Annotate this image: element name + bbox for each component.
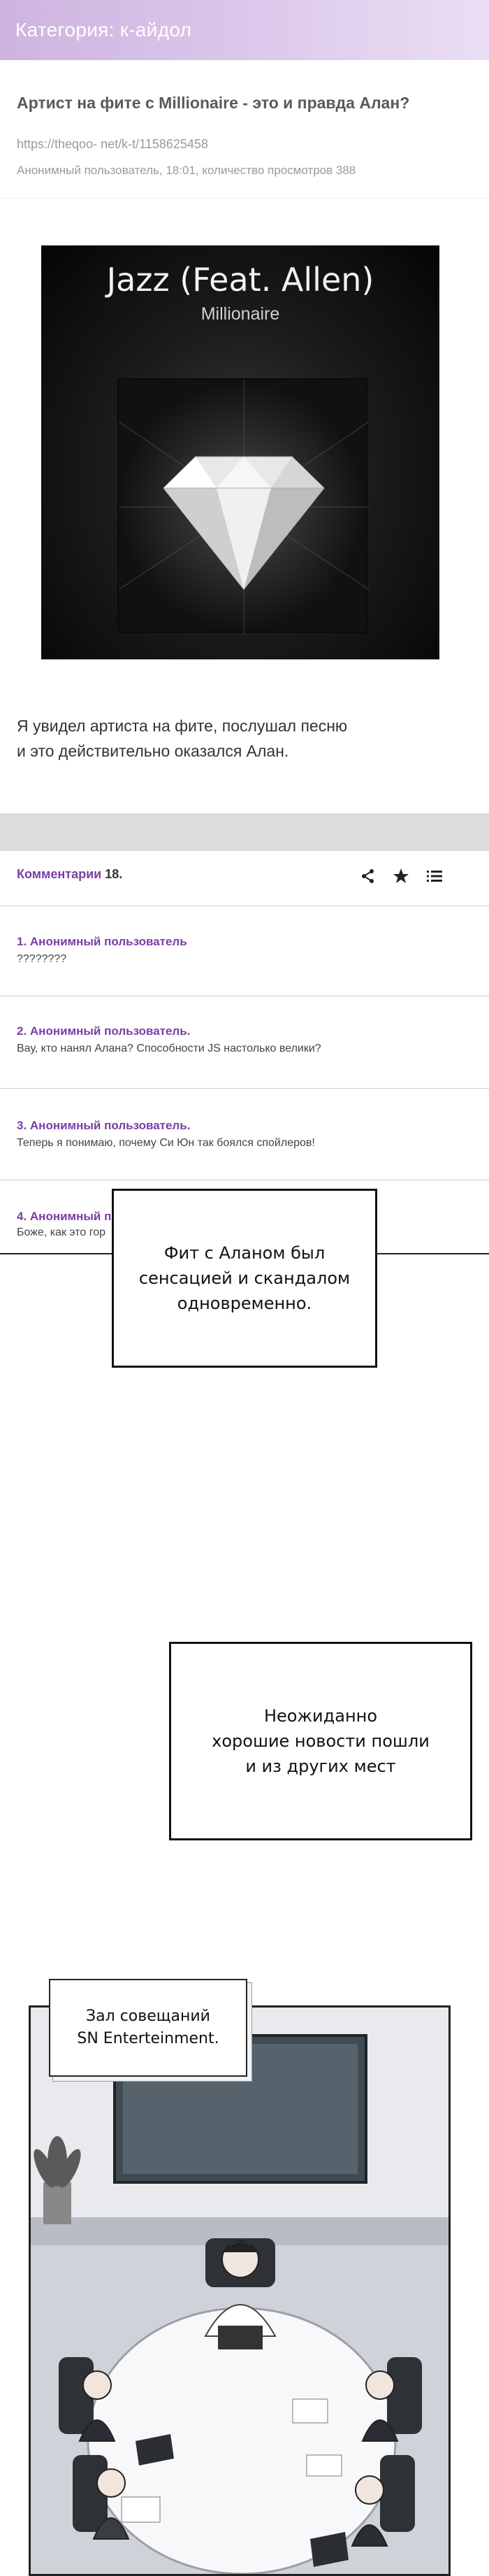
- post-meta: Анонимный пользователь, 18:01, количество просмотров 388: [17, 164, 356, 177]
- album-subtitle: Millionaire: [200, 304, 280, 324]
- star-icon[interactable]: [392, 867, 410, 885]
- divider: [0, 1088, 489, 1089]
- comment-text: Вау, кто нанял Алана? Способности JS настолько велики?: [17, 1043, 321, 1054]
- comments-header: [17, 867, 122, 882]
- comment-author[interactable]: 1. Анонимный пользователь: [17, 935, 187, 948]
- narration-line: сенсацией и скандалом: [138, 1268, 351, 1288]
- narration-box: [112, 1189, 377, 1368]
- caption-line: Зал совещаний: [86, 2008, 210, 2025]
- list-icon[interactable]: [425, 867, 444, 885]
- narration-line: одновременно.: [177, 1294, 312, 1313]
- comment-author[interactable]: 2. Анонимный пользователь.: [17, 1024, 191, 1038]
- album-art-frame: [117, 378, 367, 633]
- section-band: [0, 813, 489, 851]
- caption-box: [49, 1979, 247, 2077]
- album-title: Jazz (Feat. Allen): [106, 261, 374, 299]
- caption-line: SN Enterteinment.: [77, 2030, 219, 2047]
- post-title: Артист на фите с Millionaire - это и правда Алан?: [17, 94, 410, 112]
- comment-text: Боже, как это гор: [17, 1226, 105, 1238]
- album-cover: [41, 245, 439, 659]
- manga-panel: [29, 2005, 451, 2576]
- diamond-icon: [119, 380, 369, 634]
- narration-line: хорошие новости пошли: [212, 1731, 430, 1751]
- category-bar[interactable]: [0, 0, 489, 60]
- comment-text: ????????: [17, 953, 67, 965]
- post-body-line: Я увидел артиста на фите, послушал песню: [17, 717, 348, 735]
- meeting-room-illustration: [31, 2008, 451, 2576]
- divider: [0, 198, 489, 199]
- narration-line: и из других мест: [245, 1756, 396, 1776]
- comments-count: 18.: [105, 867, 123, 881]
- post-body: [17, 713, 347, 764]
- narration-line: Фит с Аланом был: [163, 1243, 326, 1263]
- narration-box: [169, 1642, 472, 1840]
- post-body-line: и это действительно оказался Алан.: [17, 742, 289, 760]
- narration-line: Неожиданно: [263, 1706, 378, 1726]
- post-link[interactable]: https://theqoo- net/k-t/1158625458: [17, 137, 208, 151]
- comment-text: Теперь я понимаю, почему Си Юн так боялся спойлеров!: [17, 1137, 315, 1149]
- comments-label: Комментарии: [17, 867, 102, 881]
- comment-author[interactable]: 3. Анонимный пользователь.: [17, 1119, 191, 1132]
- category-label[interactable]: Категория: к-айдол: [15, 19, 192, 41]
- comment-author[interactable]: 4. Анонимный п: [17, 1210, 112, 1223]
- share-icon[interactable]: [359, 867, 377, 885]
